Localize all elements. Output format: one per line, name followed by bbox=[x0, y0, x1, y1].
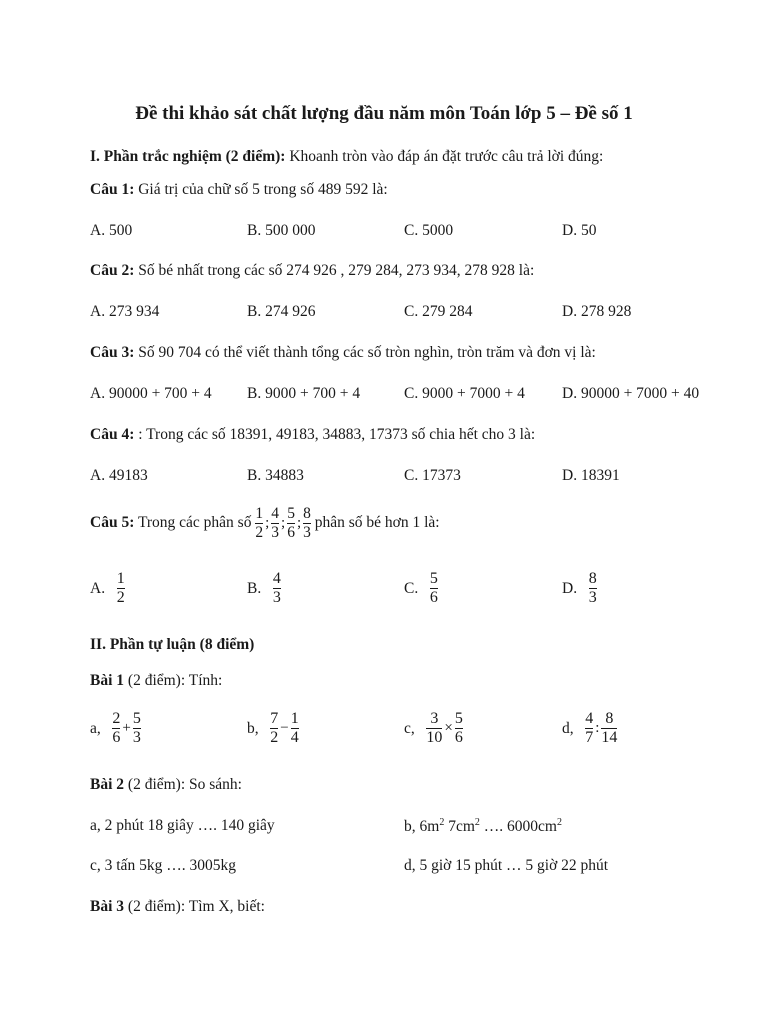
question-text: Trong các phân số bbox=[134, 514, 256, 532]
separator: ; bbox=[296, 514, 302, 531]
question-3 bbox=[90, 344, 596, 362]
q1-option-c: C. 5000 bbox=[404, 222, 454, 239]
separator: ; bbox=[281, 514, 286, 531]
bai1-item-c: c, $\frac{3}{10}$ × $\frac{5}{6}$ bbox=[404, 710, 463, 747]
q1-option-b: B. 500 000 bbox=[247, 222, 316, 239]
exercise-points: (2 điểm): So sánh: bbox=[124, 776, 242, 793]
exercise-label: Bài 3 bbox=[90, 898, 125, 915]
q5-option-d: D. $\frac{8}{3}$ bbox=[562, 570, 597, 607]
q2-option-a: A. 273 934 bbox=[90, 303, 160, 320]
fraction: $\frac{4}{3}$ bbox=[271, 505, 280, 541]
q3-option-a: A. 90000 + 700 + 4 bbox=[90, 385, 212, 402]
bai1-item-d: d, $\frac{4}{7}$ : $\frac{8}{14}$ bbox=[562, 710, 618, 747]
part1-instruction: Khoanh tròn vào đáp án đặt trước câu trả lời đúng: bbox=[285, 148, 604, 165]
exercise-points: (2 điểm): Tính: bbox=[124, 672, 223, 689]
bai2-item-a: a, 2 phút 18 giây …. 140 giây bbox=[90, 817, 275, 834]
q1-option-a: A. 500 bbox=[90, 222, 133, 239]
question-text: : Trong các số 18391, 49183, 34883, 17373 số chia hết cho 3 là: bbox=[134, 426, 536, 443]
q5-option-b: B. $\frac{4}{3}$ bbox=[247, 570, 281, 607]
q4-option-c: C. 17373 bbox=[404, 467, 461, 484]
exercise-label: Bài 1 bbox=[90, 672, 125, 689]
q4-option-a: A. 49183 bbox=[90, 467, 148, 484]
question-text: Số bé nhất trong các số 274 926 , 279 284, 273 934, 278 928 là: bbox=[134, 262, 535, 279]
q3-option-b: B. 9000 + 700 + 4 bbox=[247, 385, 361, 402]
q2-option-b: B. 274 926 bbox=[247, 303, 316, 320]
part2-heading: II. Phần tự luận (8 điểm) bbox=[90, 636, 255, 653]
q3-option-d: D. 90000 + 7000 + 40 bbox=[562, 385, 700, 402]
question-text: Giá trị của chữ số 5 trong số 489 592 là: bbox=[134, 181, 388, 198]
q1-option-d: D. 50 bbox=[562, 222, 597, 239]
q5-option-a: A. $\frac{1}{2}$ bbox=[90, 570, 125, 607]
page-title: Đề thi khảo sát chất lượng đầu năm môn Toán lớp 5 – Đề số 1 bbox=[135, 103, 633, 124]
exercise-label: Bài 2 bbox=[90, 776, 125, 793]
bai1-heading bbox=[90, 672, 222, 690]
bai1-item-b: b, $\frac{7}{2}$ − $\frac{1}{4}$ bbox=[247, 710, 299, 747]
q4-option-d: D. 18391 bbox=[562, 467, 620, 484]
part1-heading-line bbox=[90, 148, 603, 166]
question-4 bbox=[90, 426, 535, 444]
bai1-item-a: a, $\frac{2}{6}$ + $\frac{5}{3}$ bbox=[90, 710, 141, 747]
question-text: Số 90 704 có thể viết thành tổng các số tròn nghìn, tròn trăm và đơn vị là: bbox=[134, 344, 596, 361]
question-label: Câu 5: bbox=[90, 514, 135, 532]
fraction: $\frac{1}{2}$ bbox=[255, 505, 264, 541]
question-text-after: phân số bé hơn 1 là: bbox=[310, 514, 440, 532]
part1-heading: I. Phần trắc nghiệm (2 điểm): bbox=[90, 148, 286, 165]
bai3-heading bbox=[90, 898, 265, 916]
exercise-points: (2 điểm): Tìm X, biết: bbox=[124, 898, 265, 915]
q5-option-c: C. $\frac{5}{6}$ bbox=[404, 570, 438, 607]
separator: ; bbox=[265, 514, 270, 531]
question-5 bbox=[90, 505, 440, 542]
bai2-item-c: c, 3 tấn 5kg …. 3005kg bbox=[90, 857, 236, 874]
q2-option-d: D. 278 928 bbox=[562, 303, 632, 320]
fraction: $\frac{5}{6}$ bbox=[287, 505, 295, 541]
question-label: Câu 1: bbox=[90, 181, 135, 198]
question-1 bbox=[90, 181, 388, 199]
bai2-item-d: d, 5 giờ 15 phút … 5 giờ 22 phút bbox=[404, 857, 609, 874]
question-2 bbox=[90, 262, 534, 280]
question-label: Câu 4: bbox=[90, 426, 135, 443]
bai2-item-b: b, $6m^2$ $7cm^2$ …. $6000cm^2$ bbox=[404, 817, 562, 835]
bai2-heading bbox=[90, 776, 242, 794]
question-label: Câu 2: bbox=[90, 262, 135, 279]
question-label: Câu 3: bbox=[90, 344, 135, 361]
q3-option-c: C. 9000 + 7000 + 4 bbox=[404, 385, 525, 402]
q4-option-b: B. 34883 bbox=[247, 467, 304, 484]
q2-option-c: C. 279 284 bbox=[404, 303, 473, 320]
fraction: $\frac{8}{3}$ bbox=[303, 505, 311, 541]
